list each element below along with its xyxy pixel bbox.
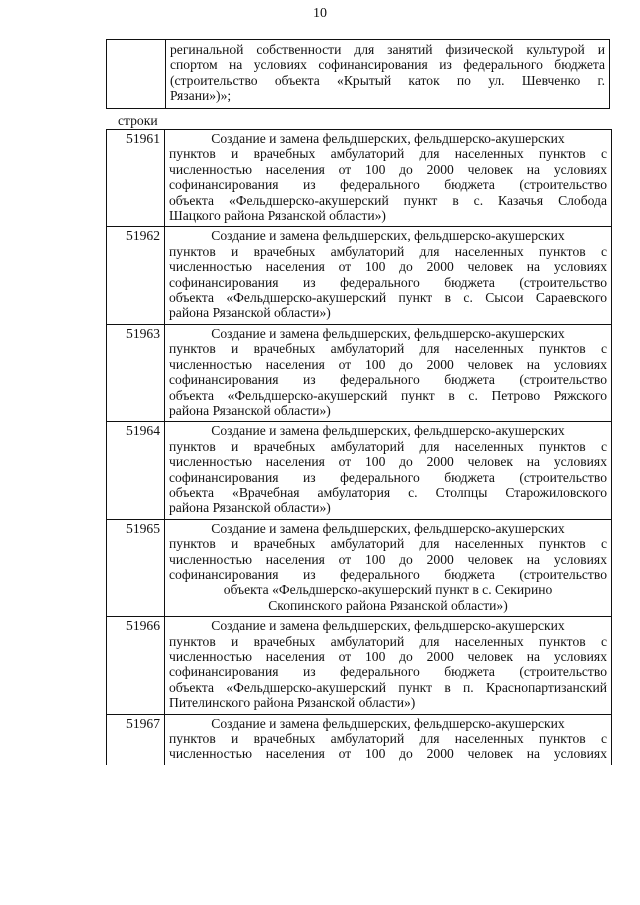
- description-line: Создание и замена фельдшерских, фельдшерско-акушерских: [211, 520, 565, 536]
- description-line: Создание и замена фельдшерских, фельдшерско-акушерских: [211, 423, 565, 439]
- fragment-line: Рязани»)»;: [170, 88, 232, 104]
- fragment-code-cell: [106, 40, 166, 108]
- description-line: Создание и замена фельдшерских, фельдшерско-акушерских: [211, 131, 565, 146]
- row-code: 51965: [107, 520, 165, 616]
- description-line: объекта «Фельдшерско-акушерский пункт в п. Краснопартизанский: [169, 679, 607, 695]
- row-code: 51966: [107, 617, 165, 713]
- row-description: [165, 520, 611, 616]
- description-line: объекта «Врачебная амбулатория с. Столпцы Старожиловского: [169, 484, 607, 500]
- description-line: численностью населения от 100 до 2000 человек на условиях: [169, 551, 607, 567]
- description-line: района Рязанской области»): [169, 500, 331, 516]
- table-row: [107, 715, 611, 765]
- description-line: численностью населения от 100 до 2000 человек на условиях: [169, 454, 607, 470]
- fragment-text-cell: [166, 40, 610, 108]
- row-code: 51967: [107, 715, 165, 765]
- fragment-line: регинальной собственности для занятий физической культурой и: [170, 42, 605, 57]
- description-line: софинансирования из федерального бюджета (строительство: [169, 469, 607, 485]
- fragment-line: (строительство объекта «Крытый каток по ул. Шевченко г.: [170, 72, 605, 88]
- description-line: Пителинского района Рязанской области»): [169, 695, 416, 711]
- table-row: [107, 325, 611, 422]
- fragment-line: спортом на условиях софинансирования из федерального бюджета: [170, 57, 605, 73]
- table-row: [107, 422, 611, 519]
- description-line: пунктов и врачебных амбулаторий для населенных пунктов с: [169, 341, 607, 357]
- description-line: объекта «Фельдшерско-акушерский пункт в с. Секирино: [223, 582, 553, 598]
- description-line: пунктов и врачебных амбулаторий для населенных пунктов с: [169, 146, 607, 162]
- description-line: Скопинского района Рязанской области»): [268, 597, 508, 613]
- description-line: района Рязанской области»): [169, 305, 331, 321]
- row-code: 51963: [107, 325, 165, 421]
- description-line: Создание и замена фельдшерских, фельдшерско-акушерских: [211, 715, 565, 731]
- description-line: Создание и замена фельдшерских, фельдшерско-акушерских: [211, 228, 565, 244]
- description-line: пунктов и врачебных амбулаторий для населенных пунктов с: [169, 731, 607, 747]
- page-number: 10: [313, 6, 327, 21]
- row-description: [165, 130, 611, 226]
- description-line: численностью населения от 100 до 2000 человек на условиях: [169, 356, 607, 372]
- description-line: софинансирования из федерального бюджета (строительство: [169, 274, 607, 290]
- description-line: объекта «Фельдшерско-акушерский пункт в с. Казачья Слобода: [169, 192, 607, 208]
- codes-table: [106, 129, 612, 765]
- table-row: [107, 130, 611, 227]
- description-line: софинансирования из федерального бюджета (строительство: [169, 664, 607, 680]
- description-line: пунктов и врачебных амбулаторий для населенных пунктов с: [169, 243, 607, 259]
- table-row: [107, 617, 611, 714]
- description-line: объекта «Фельдшерско-акушерский пункт в с. Сысои Сараевского: [169, 290, 607, 306]
- row-description: [165, 227, 611, 323]
- row-code: 51961: [107, 130, 165, 226]
- row-description: [165, 422, 611, 518]
- description-line: численностью населения от 100 до 2000 человек на условиях: [169, 259, 607, 275]
- description-line: объекта «Фельдшерско-акушерский пункт в с. Петрово Ряжского: [169, 387, 607, 403]
- row-code: 51962: [107, 227, 165, 323]
- description-line: численностью населения от 100 до 2000 человек на условиях: [169, 649, 607, 664]
- continued-table-fragment: [106, 39, 610, 109]
- description-line: софинансирования из федерального бюджета (строительство: [169, 372, 607, 388]
- description-line: Создание и замена фельдшерских, фельдшерско-акушерских: [211, 325, 565, 341]
- description-line: пунктов и врачебных амбулаторий для населенных пунктов с: [169, 633, 607, 649]
- row-description: [165, 617, 611, 713]
- table-row: [107, 520, 611, 617]
- row-description: [165, 715, 611, 765]
- rows-label: строки: [118, 113, 158, 128]
- description-line: численностью населения от 100 до 2000 человек на условиях: [169, 746, 607, 762]
- description-line: пунктов и врачебных амбулаторий для населенных пунктов с: [169, 536, 607, 552]
- description-line: численностью населения от 100 до 2000 человек на условиях: [169, 161, 607, 177]
- row-code: 51964: [107, 422, 165, 518]
- description-line: района Рязанской области»): [169, 402, 331, 418]
- table-row: [107, 227, 611, 324]
- description-line: Шацкого района Рязанской области»): [169, 208, 386, 224]
- description-line: софинансирования из федерального бюджета (строительство: [169, 566, 607, 582]
- description-line: Создание и замена фельдшерских, фельдшерско-акушерских: [211, 618, 565, 634]
- description-line: софинансирования из федерального бюджета (строительство: [169, 177, 607, 193]
- description-line: пунктов и врачебных амбулаторий для населенных пунктов с: [169, 438, 607, 454]
- row-description: [165, 325, 611, 421]
